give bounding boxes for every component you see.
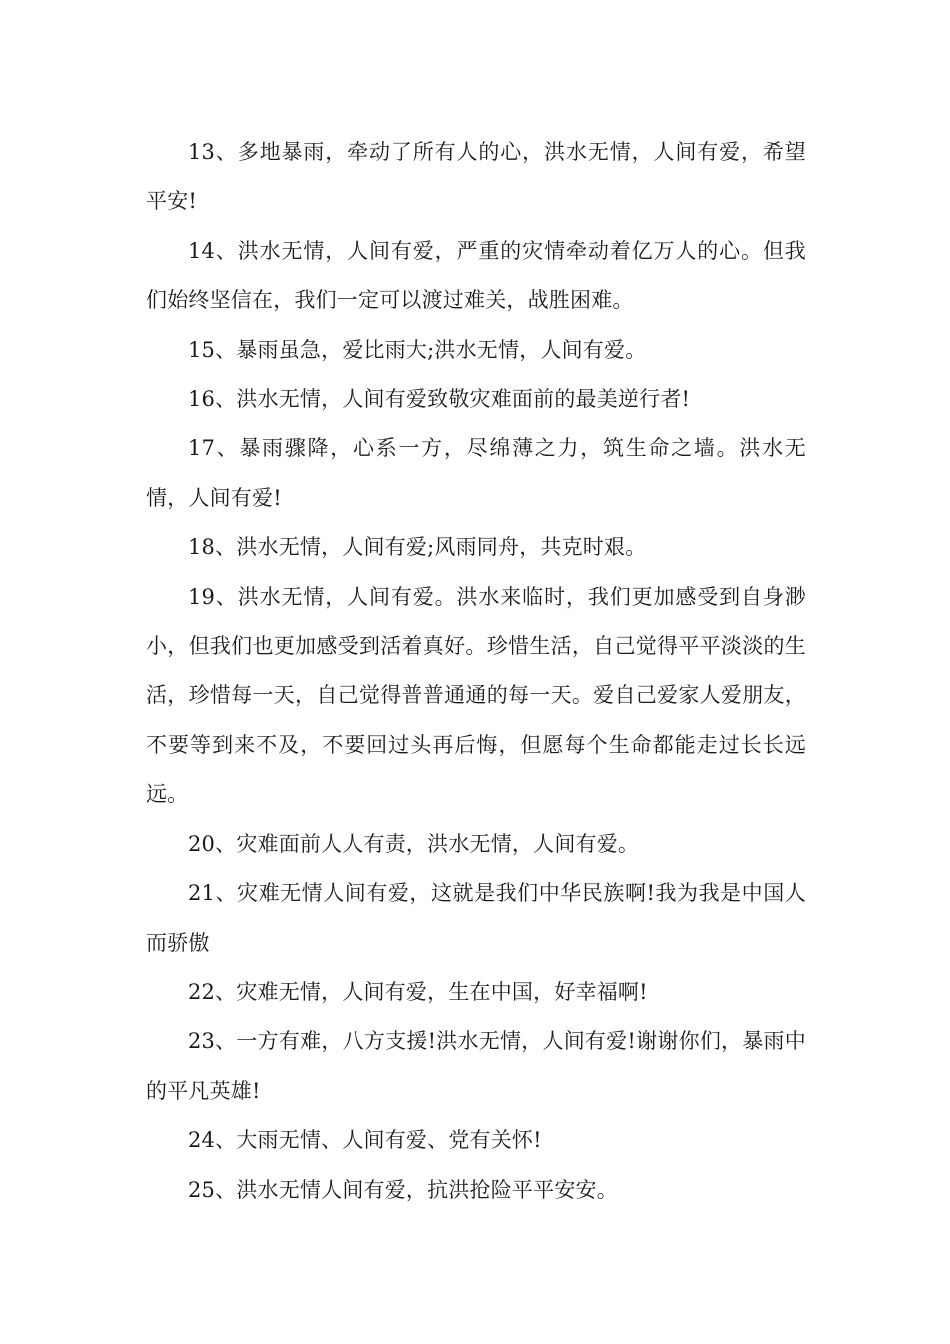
paragraph-19: 19、洪水无情，人间有爱。洪水来临时，我们更加感受到自身渺小，但我们也更加感受到活着真好。珍惜生活，自己觉得平平淡淡的生活，珍惜每一天，自己觉得普普通通的每一天。爱自己爱家人爱朋友，不要等到来不及，不要回过头再后悔，但愿每个生命都能走过长长远远。 (146, 584, 806, 807)
paragraph-22: 22、灾难无情，人间有爱，生在中国，好幸福啊! (188, 979, 648, 1004)
paragraph-14: 14、洪水无情，人间有爱，严重的灾情牵动着亿万人的心。但我们始终坚信在，我们一定可以渡过难关，战胜困难。 (146, 238, 806, 313)
paragraph-20: 20、灾难面前人人有责，洪水无情，人间有爱。 (188, 831, 640, 856)
document-body (146, 128, 806, 1215)
paragraph-15: 15、暴雨虽急，爱比雨大;洪水无情，人间有爱。 (188, 337, 647, 362)
paragraph-23: 23、一方有难，八方支援!洪水无情，人间有爱!谢谢你们，暴雨中的平凡英雄! (146, 1029, 806, 1103)
paragraph-18: 18、洪水无情，人间有爱;风雨同舟，共克时艰。 (188, 535, 647, 560)
paragraph-13: 13、多地暴雨，牵动了所有人的心，洪水无情，人间有爱，希望平安! (146, 140, 806, 214)
paragraph-21: 21、灾难无情人间有爱，这就是我们中华民族啊!我为我是中国人而骄傲 (146, 881, 806, 955)
paragraph-17: 17、暴雨骤降，心系一方，尽绵薄之力，筑生命之墙。洪水无情，人间有爱! (146, 436, 806, 510)
paragraph-25: 25、洪水无情人间有爱，抗洪抢险平平安安。 (188, 1177, 618, 1202)
paragraph-16: 16、洪水无情，人间有爱致敬灾难面前的最美逆行者! (188, 387, 691, 412)
paragraph-24: 24、大雨无情、人间有爱、党有关怀! (188, 1128, 542, 1153)
